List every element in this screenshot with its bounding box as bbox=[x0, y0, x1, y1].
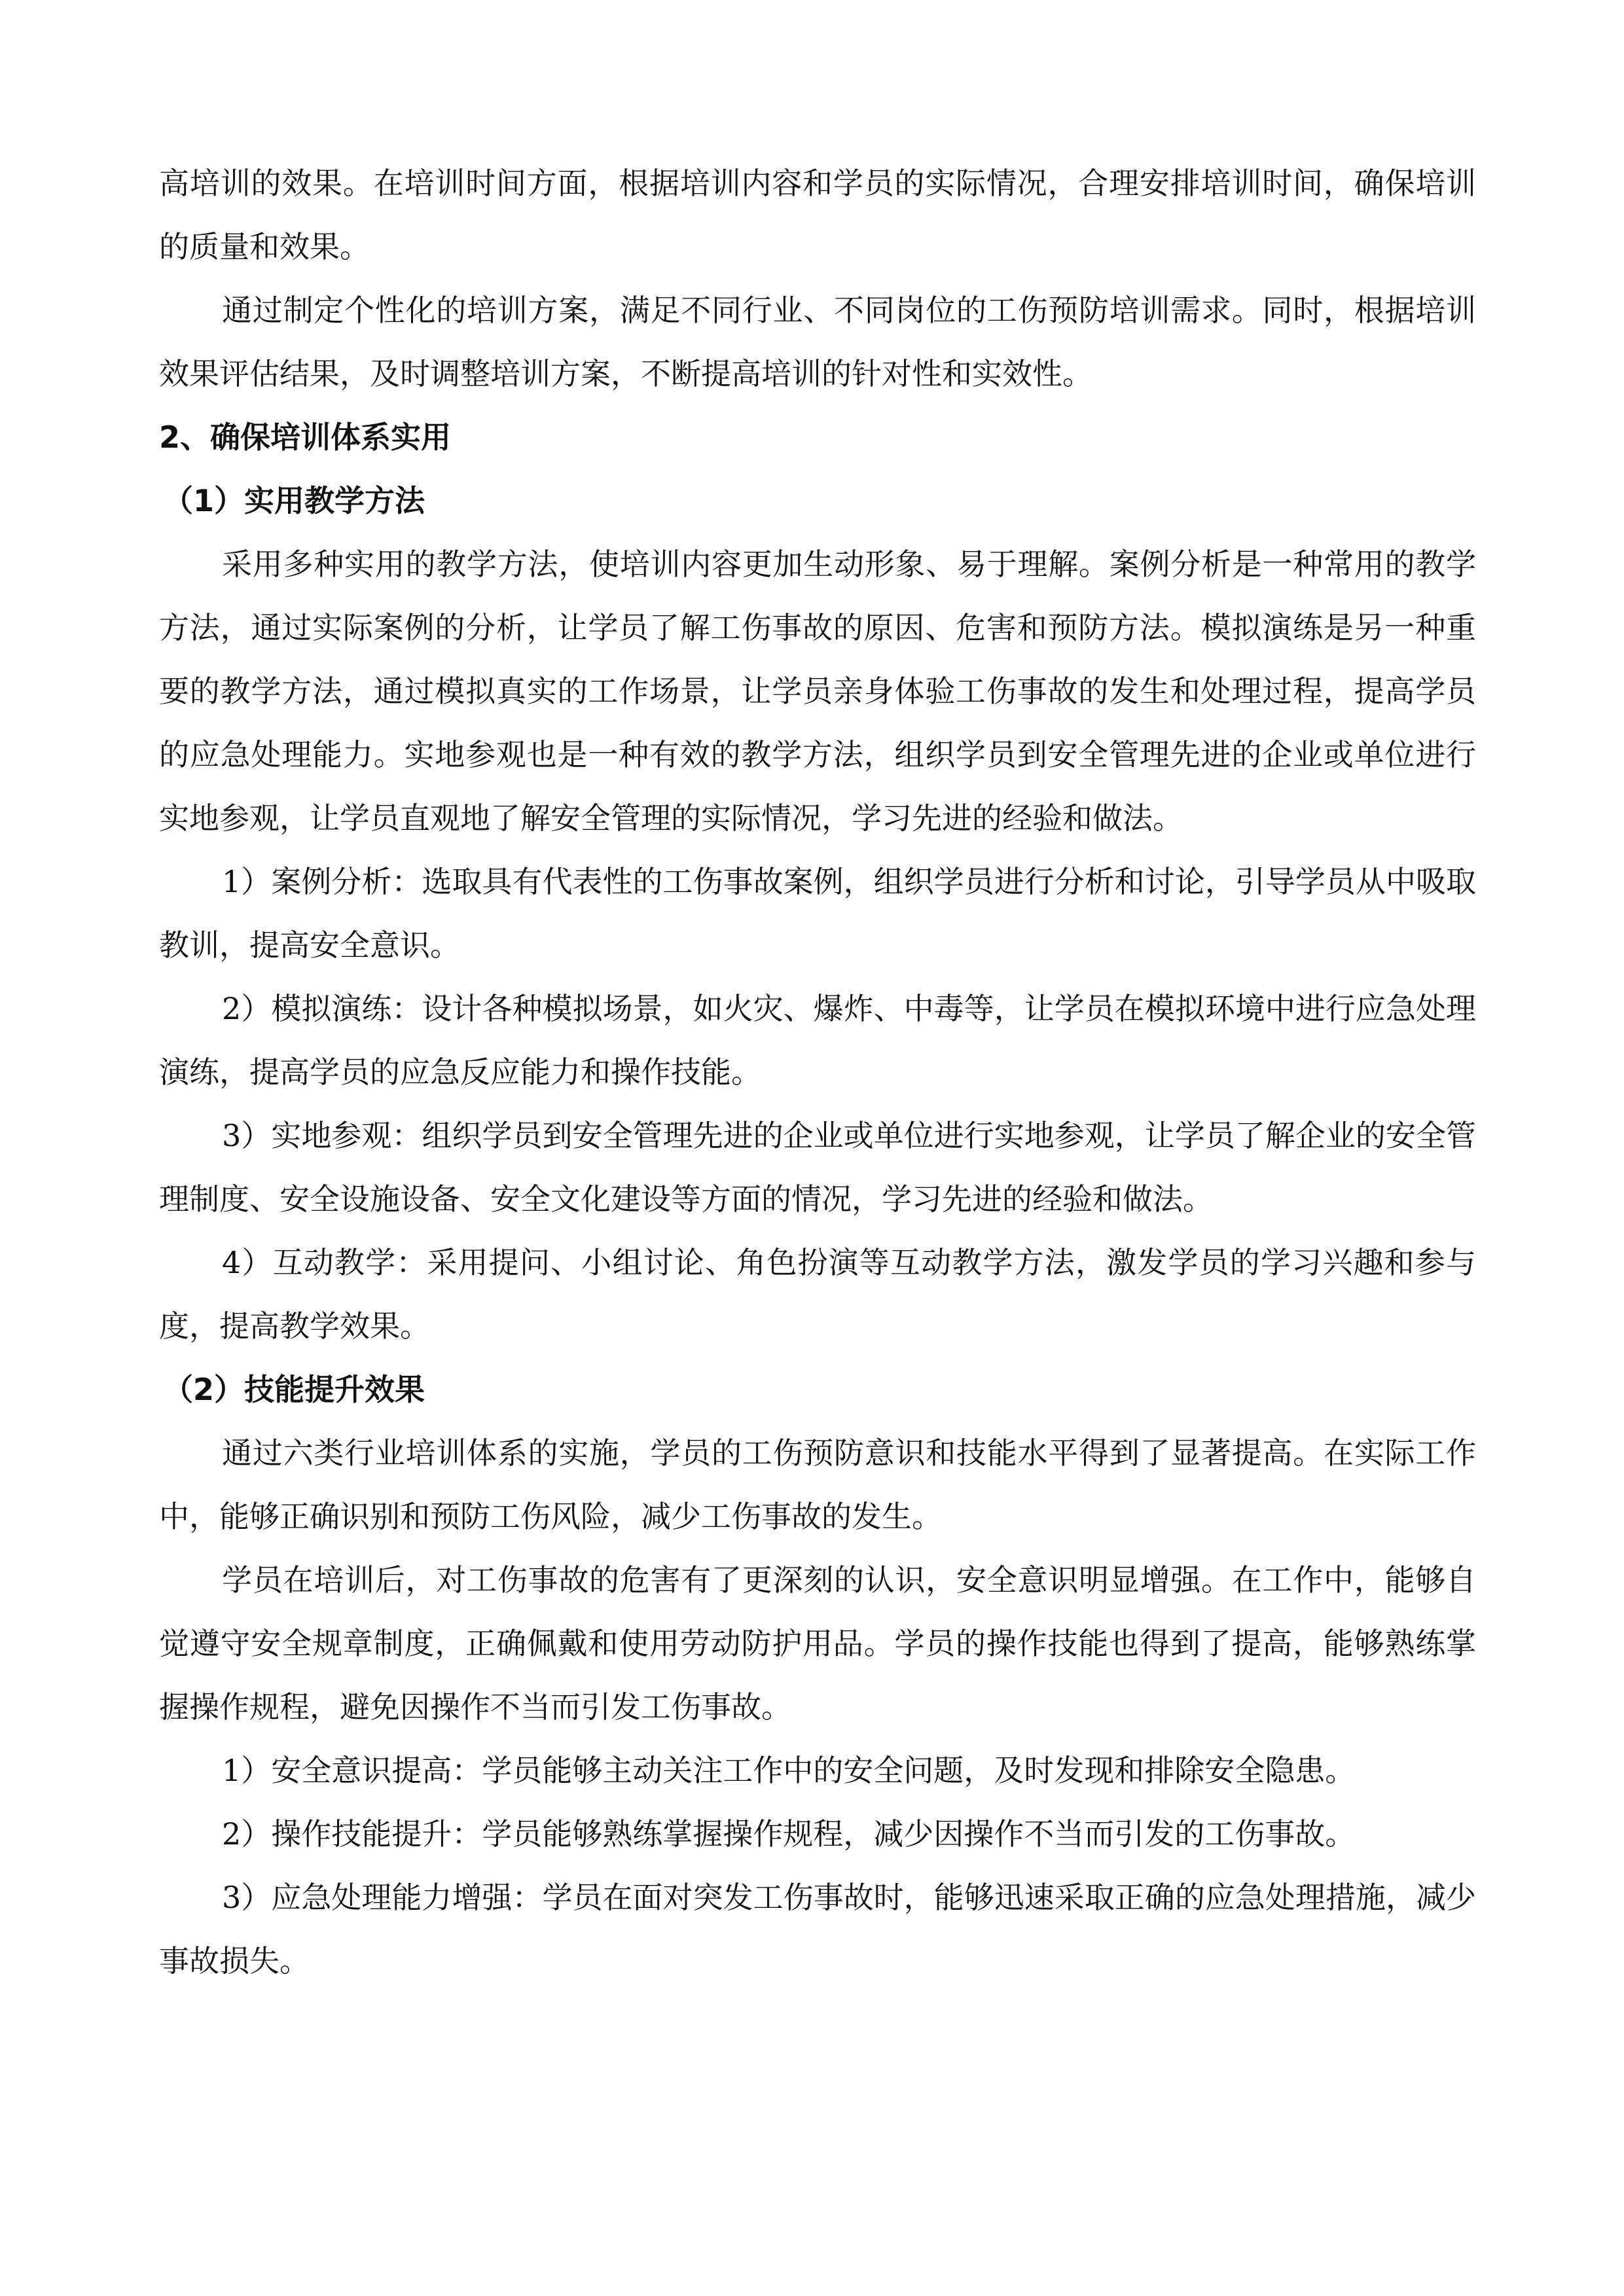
paragraph-training-time: 高培训的效果。在培训时间方面，根据培训内容和学员的实际情况，合理安排培训时间，确保培训的质量和效果。 bbox=[159, 166, 1476, 264]
list-item-simulation-drill: 2）模拟演练：设计各种模拟场景，如火灾、爆炸、中毒等，让学员在模拟环境中进行应急处理演练，提高学员的应急反应能力和操作技能。 bbox=[159, 991, 1476, 1090]
list-item-site-visit: 3）实地参观：组织学员到安全管理先进的企业或单位进行实地参观，让学员了解企业的安全管理制度、安全设施设备、安全文化建设等方面的情况，学习先进的经验和做法。 bbox=[159, 1118, 1476, 1217]
list-item-operation-skills: 2）操作技能提升：学员能够熟练掌握操作规程，减少因操作不当而引发的工伤事故。 bbox=[222, 1816, 1356, 1852]
paragraph-personalized-plan: 通过制定个性化的培训方案，满足不同行业、不同岗位的工伤预防培训需求。同时，根据培训效果评估结果，及时调整培训方案，不断提高培训的针对性和实效性。 bbox=[159, 293, 1476, 391]
list-item-interactive-teaching: 4）互动教学：采用提问、小组讨论、角色扮演等互动教学方法，激发学员的学习兴趣和参与度，提高教学效果。 bbox=[159, 1245, 1476, 1344]
section-heading-practical-system: 2、确保培训体系实用 bbox=[159, 420, 452, 455]
document-page bbox=[159, 152, 1476, 1993]
list-item-safety-awareness: 1）安全意识提高：学员能够主动关注工作中的安全问题，及时发现和排除安全隐患。 bbox=[222, 1753, 1356, 1788]
list-item-case-analysis: 1）案例分析：选取具有代表性的工伤事故案例，组织学员进行分析和讨论，引导学员从中吸取教训，提高安全意识。 bbox=[159, 864, 1476, 963]
paragraph-teaching-methods-intro: 采用多种实用的教学方法，使培训内容更加生动形象、易于理解。案例分析是一种常用的教学方法，通过实际案例的分析，让学员了解工伤事故的原因、危害和预防方法。模拟演练是另一种重要的教学方法，通过模拟真实的工作场景，让学员亲身体验工伤事故的发生和处理过程，提高学员的应急处理能力。实地参观也是一种有效的教学方法，组织学员到安全管理先进的企业或单位进行实地参观，让学员直观地了解安全管理的实际情况，学习先进的经验和做法。 bbox=[159, 547, 1476, 836]
subsection-heading-teaching-methods: （1）实用教学方法 bbox=[163, 483, 425, 518]
paragraph-post-training-awareness: 学员在培训后，对工伤事故的危害有了更深刻的认识，安全意识明显增强。在工作中，能够自觉遵守安全规章制度，正确佩戴和使用劳动防护用品。学员的操作技能也得到了提高，能够熟练掌握操作规程，避免因操作不当而引发工伤事故。 bbox=[159, 1562, 1476, 1725]
list-item-emergency-handling: 3）应急处理能力增强：学员在面对突发工伤事故时，能够迅速采取正确的应急处理措施，减少事故损失。 bbox=[159, 1880, 1476, 1979]
paragraph-skill-improvement-intro: 通过六类行业培训体系的实施，学员的工伤预防意识和技能水平得到了显著提高。在实际工作中，能够正确识别和预防工伤风险，减少工伤事故的发生。 bbox=[159, 1435, 1476, 1534]
subsection-heading-skill-improvement: （2）技能提升效果 bbox=[163, 1372, 425, 1407]
